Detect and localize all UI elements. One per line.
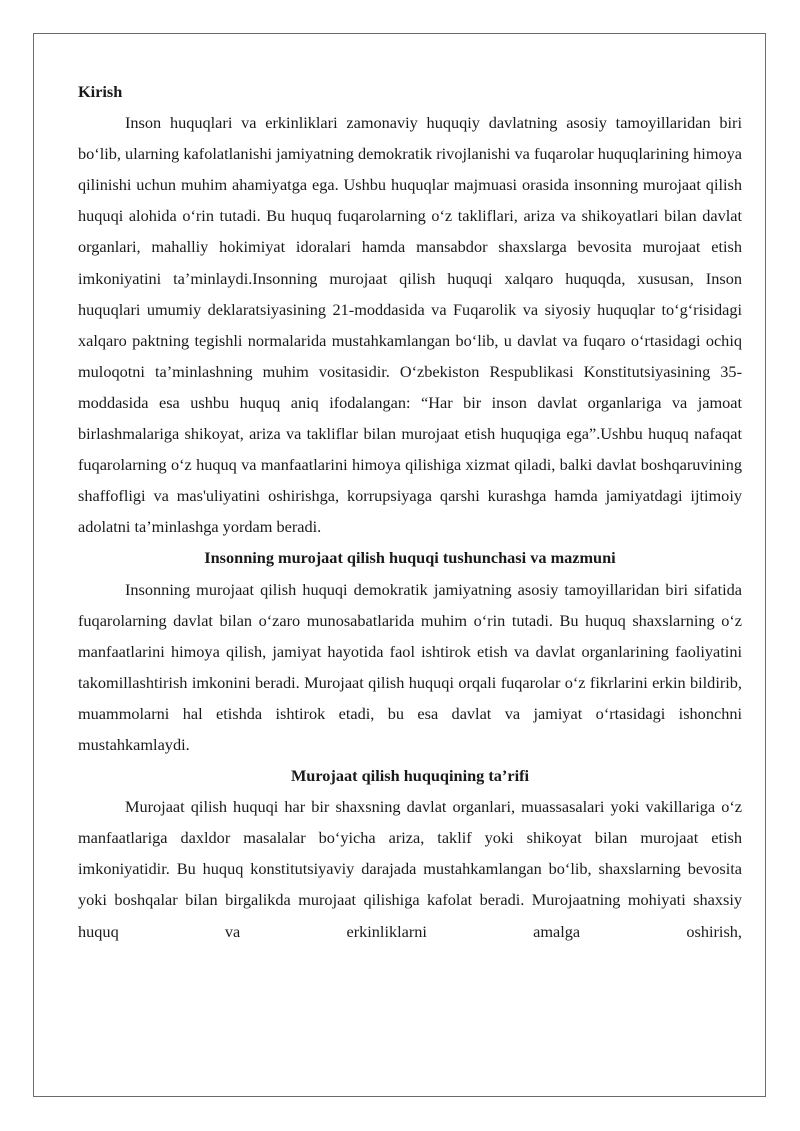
section-heading-concept: Insonning murojaat qilish huquqi tushunchasi va mazmuni [204, 548, 616, 568]
document-body [78, 76, 742, 947]
intro-heading: Kirish [78, 82, 123, 101]
section-heading-definition: Murojaat qilish huquqining ta’rifi [290, 766, 530, 786]
intro-paragraph: Inson huquqlari va erkinliklari zamonaviy huquqiy davlatning asosiy tamoyillaridan biri bo‘lib, ularning kafolatlanishi jamiyatning demokratik rivojlanishi va fuqarolar huquqlarining himoya qilinishi uchun muhim ahamiyatga ega. Ushbu huquqlar majmuasi orasida insonning murojaat qilish huquqi alohida o‘rin tutadi. Bu huquq fuqarolarning o‘z takliflari, ariza va shikoyatlari bilan davlat organlari, mahalliy hokimiyat idoralari hamda mansabdor shaxslarga bevosita murojaat etish imkoniyatini ta’minlaydi.Insonning murojaat qilish huquqi xalqaro huquqda, xususan, Inson huquqlari umumiy deklaratsiyasining 21-moddasida va Fuqarolik va siyosiy huquqlar to‘g‘risidagi xalqaro paktning tegishli normalarida mustahkamlangan bo‘lib, u davlat va fuqaro o‘rtasidagi ochiq muloqotni ta’minlashning muhim vositasidir. O‘zbekiston Respublikasi Konstitutsiyasining 35-moddasida esa ushbu huquq aniq ifodalangan: “Har bir inson davlat organlariga va jamoat birlashmalariga shikoyat, ariza va takliflar bilan murojaat etish huquqiga ega”.Ushbu huquq nafaqat fuqarolarning o‘z huquq va manfaatlarini himoya qilishiga xizmat qiladi, balki davlat boshqaruvining shaffofligi va mas'uliyatini oshirishga, korrupsiyaga qarshi kurashga hamda jamiyatdagi ijtimoiy adolatni ta’minlashga yordam beradi. [78, 113, 742, 537]
section-paragraph-concept: Insonning murojaat qilish huquqi demokratik jamiyatning asosiy tamoyillaridan biri sifatida fuqarolarning davlat bilan o‘zaro munosabatlarida muhim o‘rin tutadi. Bu huquq shaxslarning o‘z manfaatlarini himoya qilish, jamiyat hayotida faol ishtirok etish va davlat organlarining faoliyatini takomillashtirish imkonini beradi. Murojaat qilish huquqi orqali fuqarolar o‘z fikrlarini erkin bildirib, muammolarni hal etishda ishtirok etadi, bu esa davlat va jamiyat o‘rtasidagi ishonchni mustahkamlaydi. [78, 579, 742, 754]
section-paragraph-definition: Murojaat qilish huquqi har bir shaxsning davlat organlari, muassasalari yoki vakillariga o‘z manfaatlariga daxldor masalalar bo‘yicha ariza, taklif yoki shikoyat bilan murojaat etish imkoniyatidir. Bu huquq konstitutsiyaviy darajada mustahkamlangan bo‘lib, shaxslarning bevosita yoki boshqalar bilan birgalikda murojaat qilishiga kafolat beradi. Murojaatning mohiyati shaxsiy huquq va erkinliklarni amalga oshirish, [78, 797, 742, 941]
